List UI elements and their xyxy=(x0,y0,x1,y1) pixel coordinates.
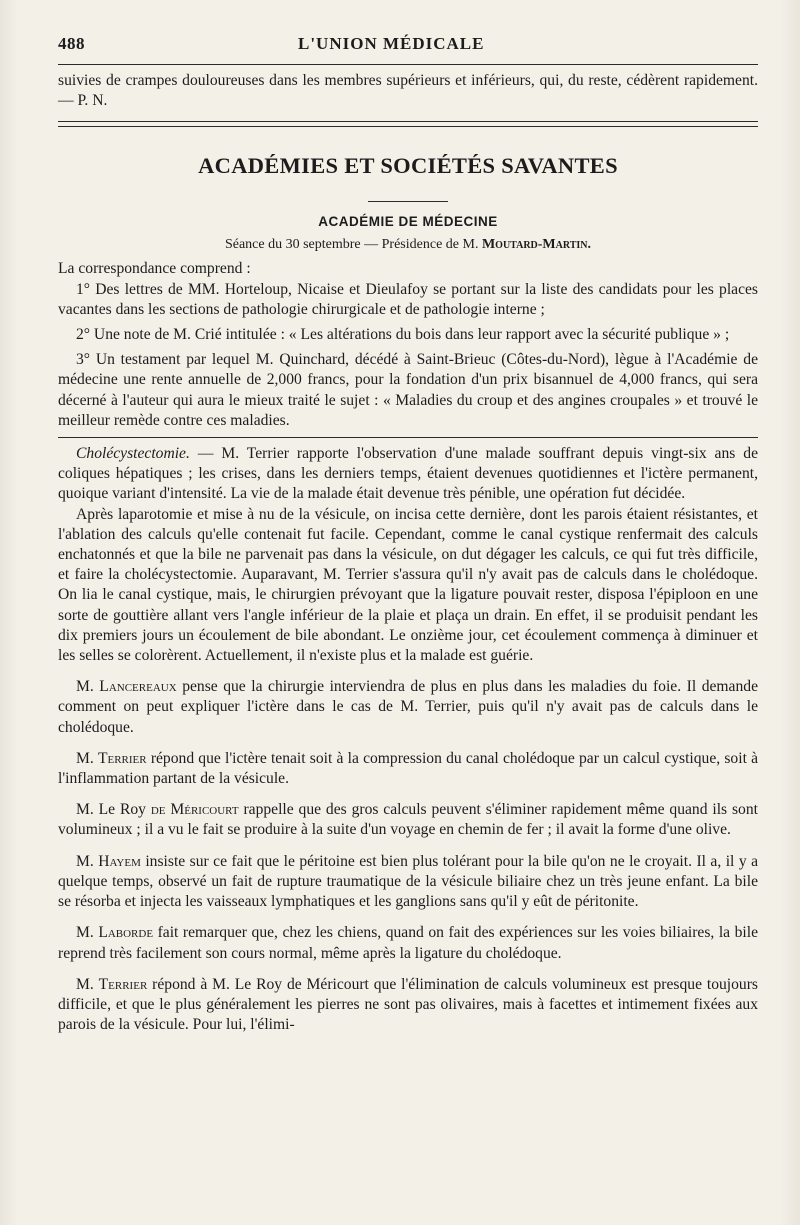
speaker-paragraph-terrier: M. Terrier répond que l'ictère tenait soit à la compression du canal cholédoque par un calcul cystique, soit à l'inflammation partant de la vésicule. xyxy=(58,749,759,788)
speaker-name: Terrier xyxy=(98,975,148,993)
paragraph-rule xyxy=(58,437,758,438)
correspondence-heading: La correspondance comprend : xyxy=(58,260,251,278)
speaker-name: de Méricourt xyxy=(150,801,239,819)
session-line xyxy=(58,237,758,253)
title-rule xyxy=(368,201,448,202)
discussion-paragraph: Après laparotomie et mise à nu de la vésicule, on incisa cette dernière, dont les parois étaient résistantes, et l'ablation des calculs qu'elle contenait fut facile. Cependant, comme le canal cystique renfermait des calculs enchatonnés et que la bile ne parvenait pas dans la vésicule, on dut dégager les calculs, ce qui fut très difficile, et faire la cholécystectomie. Auparavant, M. Terrier s'assura qu'il n'y avait pas de calculs dans le cholédoque. On lia le canal cystique, mais, le chirurgien prévoyant que la ligature pouvait rester, disposa l'épiploon en une sorte de gouttière allant vers l'angle inférieur de la plaie et plaça un drain. En effet, il se produisit pendant les dix premiers jours un écoulement de bile abondant. Le onzième jour, cet écoulement commença à diminuer et les selles se colorèrent. Actuellement, il n'existe plus et la malade est guérie. xyxy=(58,505,758,665)
section-title: ACADÉMIES ET SOCIÉTÉS SAVANTES xyxy=(198,153,618,179)
session-president: Moutard-Martin. xyxy=(481,237,592,253)
running-head xyxy=(58,34,758,60)
header-rule xyxy=(58,64,758,65)
previous-article-ending: suivies de crampes douloureuses dans les membres supérieurs et inférieurs, qui, du reste, cédèrent rapidement. — P. N. xyxy=(58,72,758,110)
speaker-name: Laborde xyxy=(98,924,154,942)
page-number: 488 xyxy=(58,34,85,53)
speaker-paragraph-le-roy: M. Le Roy de Méricourt rappelle que des gros calculs peuvent s'éliminer rapidement même quand ils sont volumineux ; il a vu le fait se produire à la suite d'un voyage en chemin de fer ; il avait la forme d'une olive. xyxy=(58,801,758,839)
discussion-text: M. Terrier rapporte l'observation d'une malade souffrant depuis vingt-six ans de coliques hépatiques ; les crises, dans les derniers temps, étaient devenues quotidiennes et l'ictère permanent, quoique variant d'intensité. La vie de la malade était devenue très pénible, une opération fut décidée. xyxy=(58,445,758,503)
discussion-opening xyxy=(58,444,758,505)
speaker-name: Lancereaux xyxy=(99,678,177,696)
academy-name: ACADÉMIE DE MÉDECINE xyxy=(318,214,498,230)
speaker-paragraph-lancereaux: M. Lancereaux pense que la chirurgie interviendra de plus en plus dans les maladies du foie. Il demande comment on peut expliquer l'ictère dans le cas de M. Terrier, puis qu'il n'y avait pas de calculs dans le cholédoque. xyxy=(58,678,758,736)
speaker-paragraph-hayem: M. Hayem insiste sur ce fait que le péritoine est bien plus tolérant pour la bile qu'on ne le croyait. Il a, il y a quelque temps, observé un fait de rupture traumatique de la vésicule biliaire chez un très jeune enfant. La bile se résorba et injecta les vaisseaux lymphatiques et les ganglions sans qu'il y eût de péritonite. xyxy=(58,852,759,911)
dash: — xyxy=(197,445,214,463)
speaker-name: Terrier xyxy=(97,749,147,767)
speaker-paragraph-laborde: M. Laborde fait remarquer que, chez les chiens, quand on fait des expériences sur les voies biliaires, la bile reprend très facilement son cours normal, même après la ligature du cholédoque. xyxy=(58,924,759,962)
correspondence-item: 2° Une note de M. Crié intitulée : « Les altérations du bois dans leur rapport avec la sécurité publique » ; xyxy=(76,326,730,344)
journal-title: L'UNION MÉDICALE xyxy=(298,34,485,53)
correspondence-item: 1° Des lettres de MM. Horteloup, Nicaise et Dieulafoy se portant sur la liste des candidats pour les places vacantes dans les sections de pathologie chirurgicale et de pathologie interne ; xyxy=(58,280,758,318)
session-date: Séance du 30 septembre — Présidence de M. xyxy=(224,237,479,253)
section-divider xyxy=(58,121,758,127)
speaker-name: Hayem xyxy=(98,852,141,870)
correspondence-item: 3° Un testament par lequel M. Quinchard, décédé à Saint-Brieuc (Côtes-du-Nord), lègue à l'Académie de médecine une rente annuelle de 2,000 francs, pour la fondation d'un prix bisannuel de 4,000 francs, qui sera décerné à l'auteur qui aura le mieux traité le sujet : « Maladies du croup et des angines croupales » et trouvé le meilleur remède contre ces maladies. xyxy=(58,351,758,429)
discussion-topic: Cholécystectomie. xyxy=(76,445,190,463)
speaker-paragraph-terrier-reply: M. Terrier répond à M. Le Roy de Méricourt que l'élimination de calculs volumineux est presque toujours difficile, et que le plus généralement les pierres ne sont pas olivaires, mais à facettes et intimement fixées aux parois de la vésicule. Pour lui, l'élimi- xyxy=(58,975,758,1034)
